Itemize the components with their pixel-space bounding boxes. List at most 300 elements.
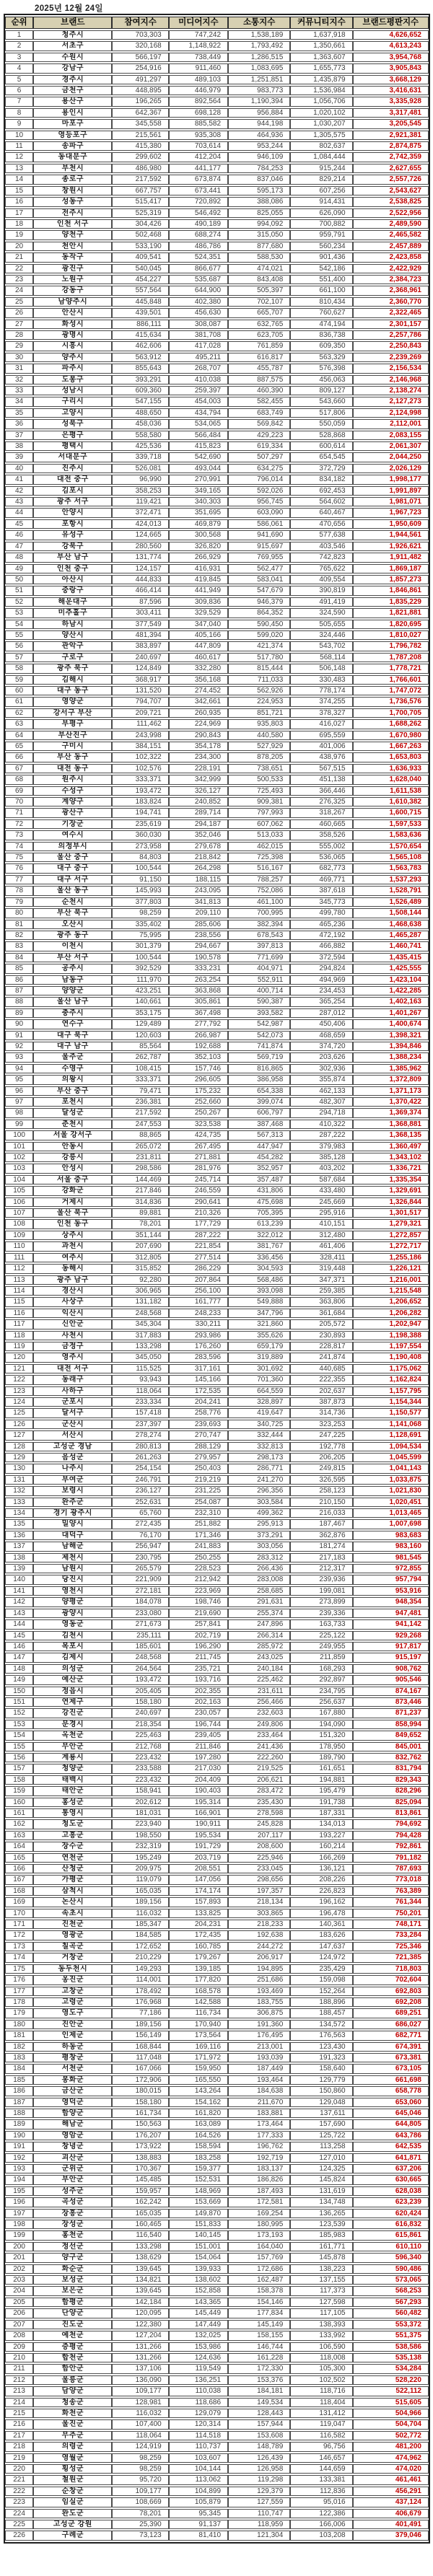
- brand-cell: 해남군: [33, 2119, 112, 2129]
- brand-cell: 중랑구: [33, 586, 112, 595]
- table-row: [5, 2197, 429, 2207]
- table-row: [5, 1542, 429, 1551]
- communication-index-cell: 355,626: [228, 1331, 290, 1340]
- community-index-cell: 183,626: [290, 1930, 352, 1940]
- table-row: [5, 530, 429, 540]
- community-index-cell: 778,174: [290, 686, 352, 695]
- reputation-index-cell: 748,171: [353, 1920, 429, 1929]
- rank-cell: 111: [5, 1253, 33, 1262]
- communication-index-cell: 244,272: [228, 1942, 290, 1951]
- reputation-index-cell: 761,344: [353, 1897, 429, 1907]
- participation-index-cell: 345,558: [112, 119, 168, 128]
- communication-index-cell: 180,995: [228, 2220, 290, 2229]
- table-row: [5, 1875, 429, 1884]
- rank-cell: 107: [5, 1208, 33, 1218]
- community-index-cell: 361,684: [290, 1309, 352, 1318]
- communication-index-cell: 505,397: [228, 286, 290, 295]
- brand-cell: 진주시: [33, 464, 112, 473]
- community-index-cell: 366,446: [290, 786, 352, 796]
- communication-index-cell: 1,251,851: [228, 75, 290, 84]
- media-index-cell: 204,241: [169, 1397, 228, 1407]
- media-index-cell: 152,858: [169, 2286, 228, 2295]
- rank-cell: 175: [5, 1964, 33, 1974]
- participation-index-cell: 184,585: [112, 1930, 168, 1940]
- community-index-cell: 365,254: [290, 997, 352, 1006]
- table-row: [5, 1508, 429, 1518]
- reputation-index-cell: 1,402,163: [353, 997, 429, 1006]
- communication-index-cell: 797,993: [228, 808, 290, 817]
- community-index-cell: 234,795: [290, 1687, 352, 1696]
- communication-index-cell: 128,443: [228, 2409, 290, 2418]
- community-index-cell: 543,660: [290, 397, 352, 406]
- communication-index-cell: 659,179: [228, 1342, 290, 1351]
- communication-index-cell: 388,086: [228, 197, 290, 206]
- media-index-cell: 143,365: [169, 2298, 228, 2307]
- participation-index-cell: 98,259: [112, 2464, 168, 2474]
- brand-cell: 포천시: [33, 1097, 112, 1107]
- table-row: [5, 2186, 429, 2196]
- community-index-cell: 914,431: [290, 197, 352, 206]
- rank-cell: 86: [5, 975, 33, 985]
- community-index-cell: 626,090: [290, 208, 352, 218]
- media-index-cell: 228,191: [169, 764, 228, 773]
- community-index-cell: 345,773: [290, 897, 352, 907]
- community-index-cell: 505,655: [290, 620, 352, 629]
- communication-index-cell: 606,797: [228, 1108, 290, 1117]
- table-row: [5, 375, 429, 384]
- participation-index-cell: 25,390: [112, 2520, 168, 2529]
- participation-index-cell: 157,418: [112, 1408, 168, 1417]
- table-row: [5, 920, 429, 929]
- table-row: [5, 786, 429, 796]
- community-index-cell: 742,823: [290, 553, 352, 562]
- media-index-cell: 333,231: [169, 964, 228, 973]
- brand-cell: 영광군: [33, 1930, 112, 1940]
- table-row: [5, 2442, 429, 2451]
- media-index-cell: 192,688: [169, 1042, 228, 1051]
- community-index-cell: 440,685: [290, 1364, 352, 1373]
- brand-cell: 관악구: [33, 641, 112, 651]
- media-index-cell: 352,046: [169, 830, 228, 840]
- media-index-cell: 270,747: [169, 1430, 228, 1440]
- table-row: [5, 2419, 429, 2429]
- reputation-index-cell: 522,112: [353, 2386, 429, 2396]
- participation-index-cell: 145,993: [112, 886, 168, 895]
- table-row: [5, 775, 429, 784]
- table-row: [5, 1031, 429, 1040]
- table-row: [5, 219, 429, 229]
- community-index-cell: 528,868: [290, 431, 352, 440]
- reputation-index-cell: 1,162,824: [353, 1375, 429, 1384]
- brand-cell: 연제구: [33, 1697, 112, 1707]
- participation-index-cell: 119,079: [112, 1875, 168, 1884]
- table-row: [5, 875, 429, 884]
- rank-cell: 115: [5, 1297, 33, 1306]
- brand-cell: 용산구: [33, 97, 112, 106]
- table-row: [5, 2020, 429, 2029]
- participation-index-cell: 116,032: [112, 1909, 168, 1918]
- community-index-cell: 1,536,984: [290, 86, 352, 95]
- community-index-cell: 292,897: [290, 1675, 352, 1684]
- communication-index-cell: 738,651: [228, 764, 290, 773]
- rank-cell: 85: [5, 964, 33, 973]
- brand-cell: 동작구: [33, 252, 112, 262]
- rank-cell: 225: [5, 2520, 33, 2529]
- reputation-index-cell: 1,810,027: [353, 630, 429, 640]
- brand-cell: 이천시: [33, 941, 112, 951]
- communication-index-cell: 149,534: [228, 2398, 290, 2407]
- reputation-index-cell: 1,597,533: [353, 819, 429, 829]
- table-row: [5, 97, 429, 106]
- brand-cell: 옹진군: [33, 1975, 112, 1984]
- participation-index-cell: 98,259: [112, 2453, 168, 2463]
- reputation-index-cell: 1,422,285: [353, 986, 429, 995]
- media-index-cell: 228,523: [169, 1564, 228, 1573]
- communication-index-cell: 240,184: [228, 1664, 290, 1674]
- communication-index-cell: 225,946: [228, 1853, 290, 1863]
- communication-index-cell: 595,173: [228, 186, 290, 195]
- media-index-cell: 698,128: [169, 108, 228, 118]
- participation-index-cell: 256,947: [112, 1542, 168, 1551]
- communication-index-cell: 328,897: [228, 1397, 290, 1407]
- participation-index-cell: 124,849: [112, 664, 168, 673]
- communication-index-cell: 303,584: [228, 1498, 290, 1507]
- rank-cell: 226: [5, 2531, 33, 2540]
- rank-cell: 63: [5, 719, 33, 729]
- reputation-index-cell: 948,354: [353, 1597, 429, 1606]
- brand-cell: 포항시: [33, 519, 112, 529]
- community-index-cell: 1,084,444: [290, 152, 352, 162]
- participation-index-cell: 230,795: [112, 1553, 168, 1562]
- reputation-index-cell: 1,154,344: [353, 1397, 429, 1407]
- communication-index-cell: 213,001: [228, 2042, 290, 2052]
- reputation-index-cell: 1,628,040: [353, 775, 429, 784]
- rank-cell: 27: [5, 320, 33, 329]
- community-index-cell: 163,733: [290, 1619, 352, 1629]
- rank-cell: 26: [5, 308, 33, 317]
- rank-cell: 128: [5, 1442, 33, 1451]
- participation-index-cell: 172,652: [112, 1942, 168, 1951]
- participation-index-cell: 609,360: [112, 386, 168, 395]
- brand-cell: 대구 중구: [33, 863, 112, 873]
- participation-index-cell: 75,995: [112, 931, 168, 940]
- media-index-cell: 300,568: [169, 530, 228, 540]
- community-index-cell: 810,434: [290, 297, 352, 307]
- community-index-cell: 901,436: [290, 252, 352, 262]
- reputation-index-cell: 2,422,929: [353, 264, 429, 273]
- reputation-index-cell: 1,796,782: [353, 641, 429, 651]
- rank-cell: 214: [5, 2398, 33, 2407]
- communication-index-cell: 499,362: [228, 1508, 290, 1518]
- participation-index-cell: 383,897: [112, 641, 168, 651]
- communication-index-cell: 956,745: [228, 497, 290, 506]
- communication-index-cell: 915,697: [228, 542, 290, 551]
- table-row: [5, 1019, 429, 1029]
- media-index-cell: 104,899: [169, 2487, 228, 2496]
- brand-cell: 달서구: [33, 1408, 112, 1417]
- communication-index-cell: 183,137: [228, 2164, 290, 2173]
- brand-cell: 의령군: [33, 2442, 112, 2451]
- communication-index-cell: 197,357: [228, 1886, 290, 1896]
- community-index-cell: 374,255: [290, 697, 352, 706]
- media-index-cell: 95,345: [169, 2509, 228, 2518]
- communication-index-cell: 816,865: [228, 1064, 290, 1073]
- media-index-cell: 133,825: [169, 1909, 228, 1918]
- community-index-cell: 138,393: [290, 2320, 352, 2329]
- reputation-index-cell: 692,208: [353, 1997, 429, 2007]
- brand-cell: 은평구: [33, 431, 112, 440]
- participation-index-cell: 180,015: [112, 2086, 168, 2096]
- rank-cell: 215: [5, 2409, 33, 2418]
- community-index-cell: 133,992: [290, 2331, 352, 2340]
- reputation-index-cell: 481,200: [353, 2442, 429, 2451]
- communication-index-cell: 705,395: [228, 1208, 290, 1218]
- rank-cell: 147: [5, 1653, 33, 1662]
- col-header-communication: 소통지수: [228, 17, 290, 29]
- communication-index-cell: 304,593: [228, 1264, 290, 1273]
- rank-cell: 84: [5, 953, 33, 962]
- brand-cell: 인천 서구: [33, 219, 112, 229]
- communication-index-cell: 352,957: [228, 1164, 290, 1173]
- rank-cell: 38: [5, 441, 33, 451]
- brand-cell: 상주시: [33, 1231, 112, 1240]
- communication-index-cell: 243,025: [228, 1653, 290, 1662]
- media-index-cell: 405,166: [169, 630, 228, 640]
- reputation-index-cell: 682,771: [353, 2031, 429, 2040]
- rank-cell: 113: [5, 1275, 33, 1285]
- media-index-cell: 285,606: [169, 920, 228, 929]
- communication-index-cell: 700,995: [228, 908, 290, 918]
- participation-index-cell: 235,619: [112, 819, 168, 829]
- reputation-index-cell: 1,425,555: [353, 964, 429, 973]
- rank-cell: 161: [5, 1808, 33, 1818]
- communication-index-cell: 815,444: [228, 664, 290, 673]
- reputation-index-cell: 653,060: [353, 2098, 429, 2107]
- rank-cell: 138: [5, 1553, 33, 1562]
- rank-cell: 136: [5, 1531, 33, 1540]
- rank-cell: 25: [5, 297, 33, 307]
- community-index-cell: 122,386: [290, 2509, 352, 2518]
- brand-cell: 공주시: [33, 964, 112, 973]
- community-index-cell: 196,162: [290, 1897, 352, 1907]
- community-index-cell: 1,435,879: [290, 75, 352, 84]
- participation-index-cell: 235,111: [112, 1631, 168, 1640]
- communication-index-cell: 613,239: [228, 1219, 290, 1228]
- rank-cell: 8: [5, 108, 33, 118]
- reputation-index-cell: 1,175,062: [353, 1364, 429, 1373]
- rank-cell: 194: [5, 2175, 33, 2184]
- table-row: [5, 2431, 429, 2440]
- communication-index-cell: 419,647: [228, 1408, 290, 1417]
- reputation-index-cell: 504,966: [353, 2409, 429, 2418]
- brand-cell: 부천시: [33, 164, 112, 173]
- rank-cell: 72: [5, 819, 33, 829]
- table-row: [5, 719, 429, 729]
- participation-index-cell: 462,606: [112, 341, 168, 351]
- community-index-cell: 187,331: [290, 1808, 352, 1818]
- community-index-cell: 607,256: [290, 186, 352, 195]
- media-index-cell: 342,661: [169, 697, 228, 706]
- table-row: [5, 2131, 429, 2140]
- reputation-index-cell: 2,538,825: [353, 197, 429, 206]
- table-row: [5, 2342, 429, 2352]
- brand-cell: 장수군: [33, 1842, 112, 1851]
- table-row: [5, 63, 429, 73]
- community-index-cell: 193,227: [290, 1831, 352, 1840]
- media-index-cell: 566,484: [169, 431, 228, 440]
- brand-cell: 김천시: [33, 1631, 112, 1640]
- brand-cell: 영도구: [33, 2008, 112, 2018]
- participation-index-cell: 184,078: [112, 1597, 168, 1606]
- brand-cell: 강진군: [33, 1708, 112, 1718]
- reputation-index-cell: 590,486: [353, 2264, 429, 2274]
- participation-index-cell: 212,768: [112, 1742, 168, 1751]
- reputation-index-cell: 615,861: [353, 2230, 429, 2240]
- media-index-cell: 415,823: [169, 441, 228, 451]
- brand-cell: 대구 동구: [33, 686, 112, 695]
- communication-index-cell: 983,773: [228, 86, 290, 95]
- participation-index-cell: 145,485: [112, 2175, 168, 2184]
- table-row: [5, 2053, 429, 2062]
- table-row: [5, 441, 429, 451]
- rank-cell: 14: [5, 175, 33, 184]
- participation-index-cell: 144,469: [112, 1175, 168, 1184]
- media-index-cell: 172,535: [169, 1386, 228, 1396]
- communication-index-cell: 258,685: [228, 1586, 290, 1596]
- table-row: [5, 1731, 429, 1740]
- reputation-index-cell: 1,636,933: [353, 764, 429, 773]
- rank-cell: 70: [5, 797, 33, 806]
- community-index-cell: 145,878: [290, 2253, 352, 2262]
- community-index-cell: 474,194: [290, 320, 352, 329]
- community-index-cell: 123,539: [290, 2220, 352, 2229]
- rank-cell: 134: [5, 1508, 33, 1518]
- brand-cell: 진도군: [33, 2320, 112, 2329]
- brand-cell: 오산시: [33, 920, 112, 929]
- brand-cell: 완주군: [33, 1498, 112, 1507]
- brand-cell: 광주 서구: [33, 497, 112, 506]
- participation-index-cell: 247,553: [112, 1120, 168, 1129]
- community-index-cell: 1,363,607: [290, 53, 352, 62]
- participation-index-cell: 193,472: [112, 786, 168, 796]
- communication-index-cell: 678,543: [228, 931, 290, 940]
- media-index-cell: 118,686: [169, 2398, 228, 2407]
- media-index-cell: 534,065: [169, 419, 228, 428]
- community-index-cell: 403,546: [290, 542, 352, 551]
- brand-cell: 인제군: [33, 2031, 112, 2040]
- participation-index-cell: 195,249: [112, 1853, 168, 1863]
- brand-cell: 익산시: [33, 1309, 112, 1318]
- rank-cell: 192: [5, 2153, 33, 2163]
- rank-cell: 218: [5, 2442, 33, 2451]
- table-row: [5, 2487, 429, 2496]
- brand-cell: 경주시: [33, 75, 112, 84]
- rank-cell: 24: [5, 286, 33, 295]
- participation-index-cell: 372,471: [112, 508, 168, 517]
- reputation-index-cell: 641,871: [353, 2153, 429, 2163]
- rank-cell: 160: [5, 1798, 33, 1807]
- participation-index-cell: 96,990: [112, 475, 168, 484]
- rank-cell: 80: [5, 908, 33, 918]
- community-index-cell: 287,222: [290, 1130, 352, 1140]
- reputation-index-cell: 406,679: [353, 2509, 429, 2518]
- rank-cell: 101: [5, 1142, 33, 1151]
- participation-index-cell: 236,381: [112, 1097, 168, 1107]
- media-index-cell: 183,258: [169, 2153, 228, 2163]
- rank-cell: 182: [5, 2042, 33, 2052]
- media-index-cell: 342,999: [169, 775, 228, 784]
- table-row: [5, 1964, 429, 1974]
- table-row: [5, 1086, 429, 1096]
- rank-cell: 154: [5, 1731, 33, 1740]
- reputation-index-cell: 596,340: [353, 2253, 429, 2262]
- community-index-cell: 456,063: [290, 375, 352, 384]
- table-row: [5, 108, 429, 118]
- participation-index-cell: 78,201: [112, 1219, 168, 1228]
- reputation-index-cell: 2,423,858: [353, 252, 429, 262]
- brand-cell: 서초구: [33, 41, 112, 50]
- communication-index-cell: 173,193: [228, 2230, 290, 2240]
- community-index-cell: 187,467: [290, 1519, 352, 1529]
- brand-cell: 서대문구: [33, 452, 112, 462]
- brand-cell: 종로구: [33, 175, 112, 184]
- rank-cell: 186: [5, 2086, 33, 2096]
- rank-cell: 118: [5, 1331, 33, 1340]
- table-row: [5, 1309, 429, 1318]
- media-index-cell: 196,744: [169, 1720, 228, 1729]
- communication-index-cell: 953,244: [228, 141, 290, 151]
- participation-index-cell: 314,836: [112, 1197, 168, 1207]
- reputation-index-cell: 2,921,381: [353, 131, 429, 140]
- media-index-cell: 202,163: [169, 1697, 228, 1707]
- media-index-cell: 688,274: [169, 230, 228, 239]
- communication-index-cell: 306,875: [228, 2008, 290, 2018]
- media-index-cell: 246,559: [169, 1186, 228, 1195]
- reputation-index-cell: 1,128,691: [353, 1430, 429, 1440]
- community-index-cell: 802,637: [290, 141, 352, 151]
- community-index-cell: 136,121: [290, 1864, 352, 1873]
- community-index-cell: 247,225: [290, 1430, 352, 1440]
- brand-cell: 울주군: [33, 1052, 112, 1062]
- rank-cell: 42: [5, 486, 33, 496]
- community-index-cell: 468,659: [290, 1031, 352, 1040]
- rank-cell: 135: [5, 1519, 33, 1529]
- reputation-index-cell: 763,389: [353, 1886, 429, 1896]
- community-index-cell: 202,637: [290, 1386, 352, 1396]
- participation-index-cell: 117,048: [112, 2053, 168, 2062]
- brand-cell: 동해시: [33, 1264, 112, 1273]
- table-row: [5, 1975, 429, 1984]
- community-index-cell: 191,323: [290, 2053, 352, 2062]
- participation-index-cell: 233,588: [112, 1764, 168, 1773]
- rank-cell: 37: [5, 431, 33, 440]
- media-index-cell: 347,040: [169, 620, 228, 629]
- communication-index-cell: 542,987: [228, 1019, 290, 1029]
- communication-index-cell: 454,282: [228, 1153, 290, 1162]
- table-row: [5, 797, 429, 806]
- communication-index-cell: 296,356: [228, 1486, 290, 1495]
- brand-cell: 안성시: [33, 1164, 112, 1173]
- rank-cell: 116: [5, 1309, 33, 1318]
- brand-cell: 광주 남구: [33, 1275, 112, 1285]
- media-index-cell: 286,229: [169, 1264, 228, 1273]
- reputation-index-cell: 2,156,534: [353, 364, 429, 373]
- rank-cell: 137: [5, 1542, 33, 1551]
- communication-index-cell: 233,464: [228, 1731, 290, 1740]
- brand-cell: 양평군: [33, 1597, 112, 1606]
- brand-cell: 영동군: [33, 1619, 112, 1629]
- brand-cell: 영등포구: [33, 131, 112, 140]
